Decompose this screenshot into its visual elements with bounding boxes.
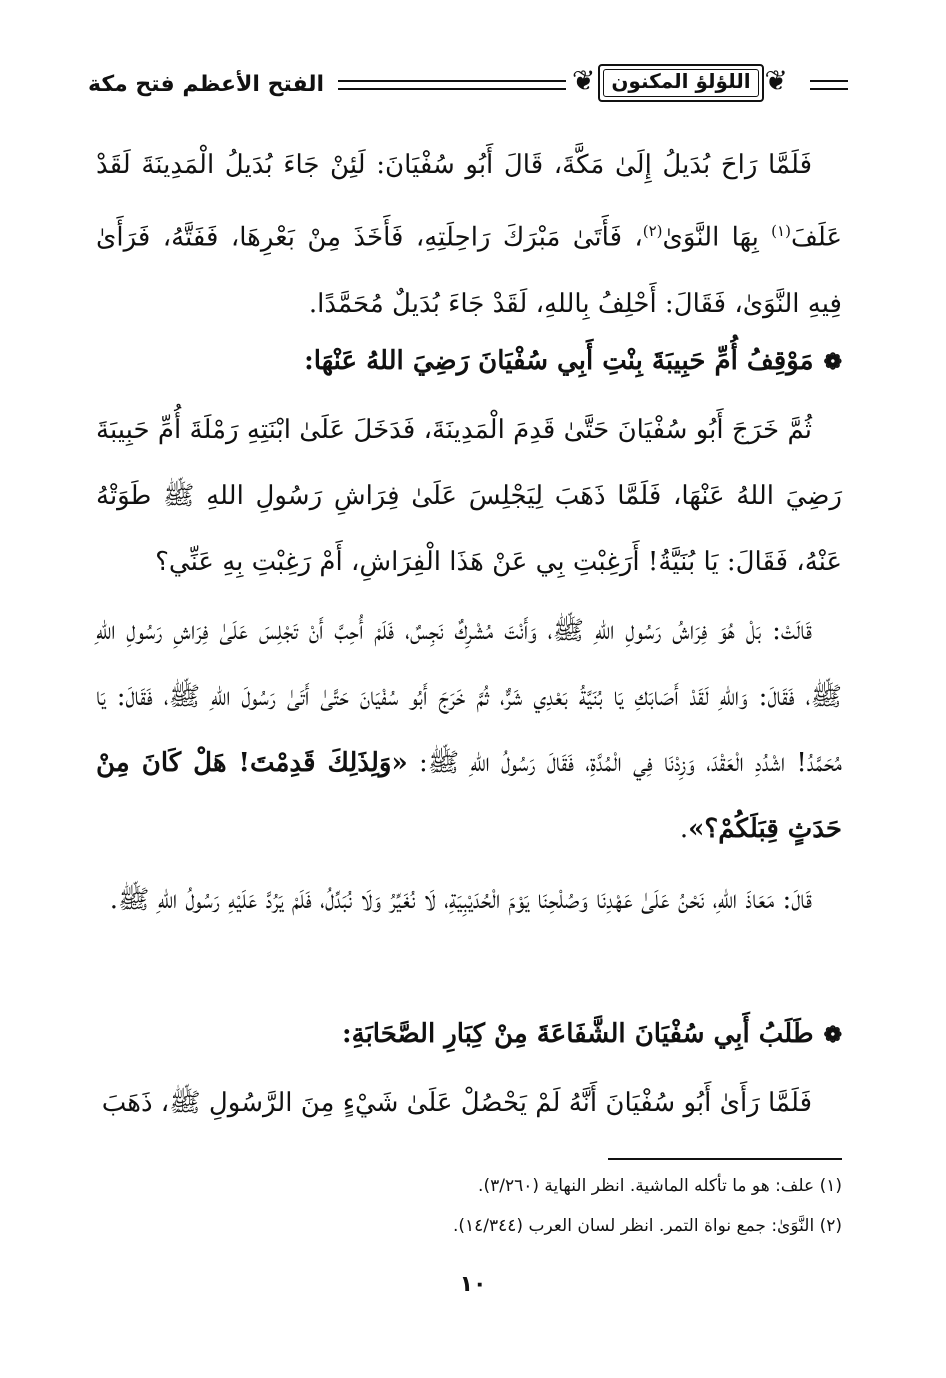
footnote-1-text: علف: هو ما تأكله الماشية. انظر النهاية (٣/٢٦٠). (478, 1176, 815, 1196)
section-heading-2 (96, 1001, 842, 1068)
paragraph-3-end: . (679, 814, 689, 844)
footnote-2-number: (٢) (819, 1216, 842, 1236)
paragraph-4 (96, 867, 842, 933)
section-heading-2-text: طَلَبُ أَبِي سُفْيَانَ الشَّفَاعَةَ مِنْ كِبَارِ الصَّحَابَةِ: (342, 1019, 814, 1049)
ornament-left-icon: ❦ (572, 64, 596, 97)
flower-bullet-icon: ❁ (823, 1022, 842, 1048)
paragraph-1-text-b: بِهَا النَّوَىٰ (662, 222, 772, 253)
footnote-separator (608, 1158, 842, 1160)
paragraph-4-text: قَالَ: مَعَاذَ اللهِ، نَحْنُ عَلَىٰ عَهْدِنَا وَصُلْحِنَا يَوْمَ الْحُدَيْبِيَةِ، لَا نُغَيِّرُ وَلَا نُبَدِّلُ، فَلَمْ يَرُدَّ عَلَيْهِ رَسُولُ اللهِ ﷺ. (109, 885, 812, 915)
paragraph-5 (96, 1070, 842, 1136)
section-heading-1-text: مَوْقِفُ أُمِّ حَبِيبَةَ بِنْتِ أَبِي سُفْيَانَ رَضِيَ اللهُ عَنْهَا: (304, 346, 814, 376)
header-rule-right (810, 80, 848, 90)
running-header (88, 58, 848, 128)
footnote-ref-2[interactable]: (٢) (642, 222, 663, 240)
ornament-right-icon: ❦ (764, 64, 788, 97)
paragraph-2-text: ثُمَّ خَرَجَ أَبُو سُفْيَانَ حَتَّىٰ قَدِمَ الْمَدِينَةَ، فَدَخَلَ عَلَىٰ ابْنَتِهِ رَمْلَةَ أُمِّ حَبِيبَةَ رَضِيَ اللهُ عَنْهَا، فَلَمَّا ذَهَبَ لِيَجْلِسَ عَلَىٰ فِرَاشِ رَسُولِ اللهِ ﷺ طَوَتْهُ عَنْهُ، فَقَالَ: يَا بُنَيَّةُ! أَرَغِبْتِ بِي عَنْ هَذَا الْفِرَاشِ، أَمْ رَغِبْتِ بِهِ عَنِّي؟ (96, 415, 842, 577)
footnote-2 (96, 1213, 842, 1239)
paragraph-1-text-a: فَلَمَّا رَاحَ بُدَيلُ إِلَىٰ مَكَّةَ، قَالَ أَبُو سُفْيَانَ: لَئِنْ جَاءَ بُدَيلُ الْمَدِينَةَ لَقَدْ عَلَفَ (96, 150, 842, 253)
paragraph-1-text-c: ، فَأَتَىٰ مَبْرَكَ رَاحِلَتِهِ، فَأَخَذَ مِنْ بَعْرِهَا، فَفَتَّهُ، فَرَأَىٰ فِيهِ النَّوَىٰ، فَقَالَ: أَحْلِفُ بِاللهِ، لَقَدْ جَاءَ بُدَيلٌ مُحَمَّدًا. (96, 222, 842, 319)
page-number: ١٠ (459, 1272, 487, 1297)
hadith-quote: «وَلِذَلِكَ قَدِمْتَ! هَلْ كَانَ مِنْ حَدَثٍ قِبَلَكُمْ؟» (96, 748, 842, 844)
book-title-cartouche (572, 58, 788, 110)
flower-bullet-icon: ❁ (823, 349, 842, 375)
paragraph-1 (96, 132, 842, 337)
paragraph-3 (96, 598, 842, 862)
paragraph-2 (96, 397, 842, 595)
footnote-1-number: (١) (819, 1176, 842, 1196)
paragraph-3-text: قَالَتْ: بَلْ هُوَ فِرَاشُ رَسُولِ اللهِ ﷺ، وَأَنْتَ مُشْرِكٌ نَجِسٌ، فَلَمْ أُحِبَّ أَنْ تَجْلِسَ عَلَىٰ فِرَاشِ رَسُولِ اللهِ ﷺ، فَقَالَ: وَاللهِ لَقَدْ أَصَابَكِ يَا بُنَيَّةُ بَعْدِي شَرٌّ، ثُمَّ خَرَجَ أَبُو سُفْيَانَ حَتَّىٰ أَتَىٰ رَسُولَ اللهِ ﷺ، فَقَالَ: يَا مُحَمَّدُ! اشْدُدِ الْعَقْدَ، وَزِدْنَا فِي الْمُدَّةِ، فَقَالَ رَسُولُ اللهِ ﷺ: (96, 616, 842, 778)
paragraph-5-text: فَلَمَّا رَأَىٰ أَبُو سُفْيَانَ أَنَّهُ لَمْ يَحْصُلْ عَلَىٰ شَيْءٍ مِنَ الرَّسُولِ ﷺ، ذَهَبَ (101, 1088, 812, 1118)
footnote-1 (96, 1173, 842, 1199)
chapter-title: الفتح الأعظم فتح مكة (88, 72, 325, 97)
book-title: اللؤلؤ المكنون (611, 69, 751, 93)
section-heading-1 (96, 328, 842, 395)
footnote-ref-1[interactable]: (١) (771, 222, 791, 240)
footnote-2-text: النَّوَىٰ: جمع نواة التمر. انظر لسان العرب (١٤/٣٤٤). (452, 1216, 815, 1236)
header-rule-left (338, 80, 566, 90)
